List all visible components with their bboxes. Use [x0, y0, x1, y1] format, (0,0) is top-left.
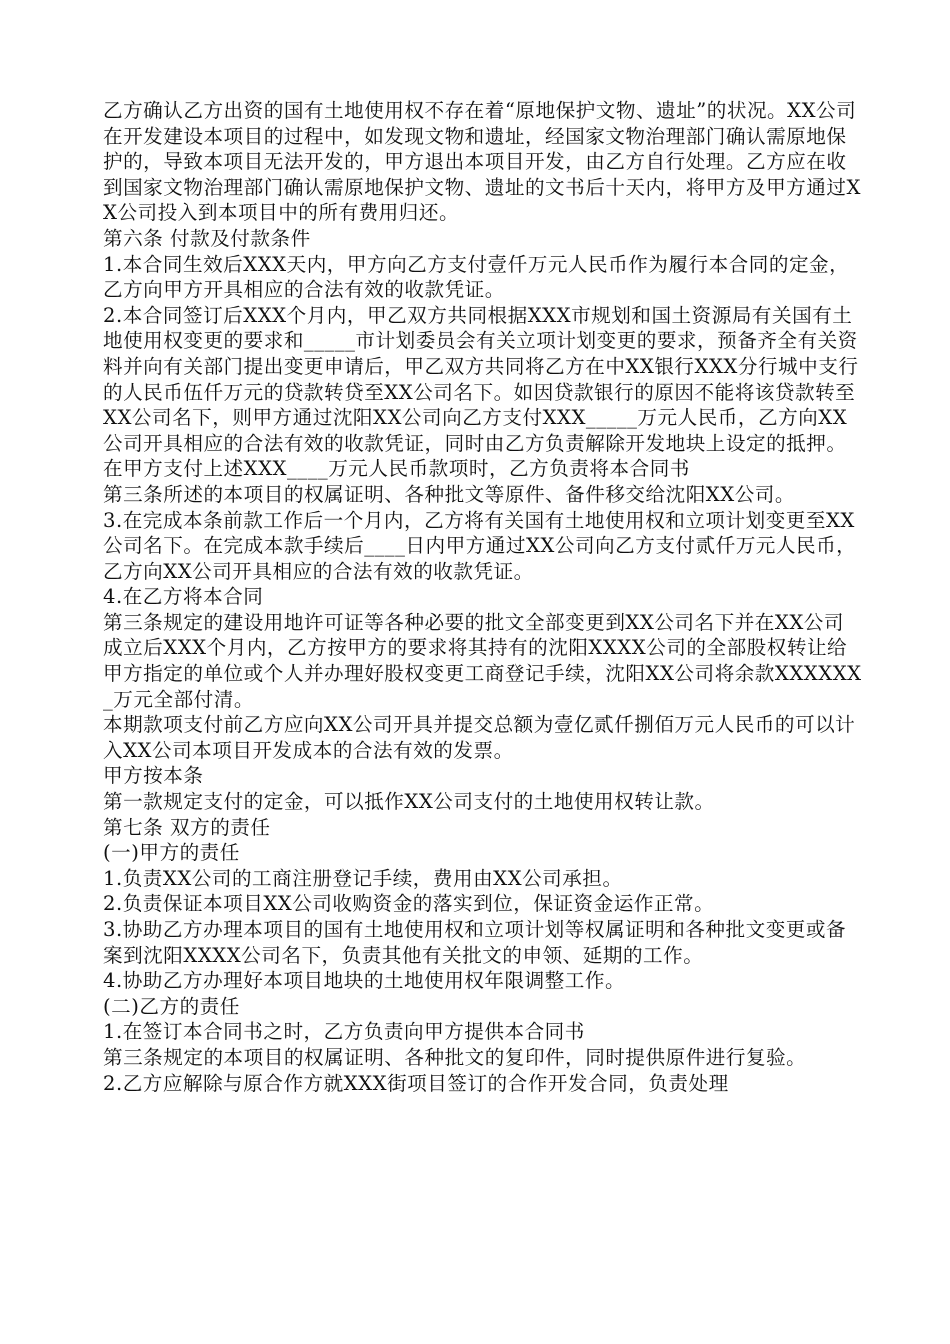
- paragraph-7: 3.在完成本条前款工作后一个月内，乙方将有关国有土地使用权和立项计划变更至XX公司名下。在完成本款手续后____日内甲方通过XX公司向乙方支付贰仟万元人民币，乙方向XX公司开具相应的合法有效的收款凭证。: [103, 508, 857, 583]
- paragraph-6: 第三条所述的本项目的权属证明、各种批文等原件、备件移交给沈阳XX公司。: [103, 482, 795, 506]
- paragraph-16: 2.负责保证本项目XX公司收购资金的落实到位，保证资金运作正常。: [103, 892, 715, 916]
- paragraph-8: 4.在乙方将本合同: [103, 585, 264, 609]
- paragraph-9: 第三条规定的建设用地许可证等各种必要的批文全部变更到XX公司名下并在XX公司成立后XXX个月内，乙方按甲方的要求将其持有的沈阳XXXX公司的全部股权转让给甲方指定的单位或个人并办理好股权变更工商登记手续，沈阳XX公司将余款XXXXXX_万元全部付清。: [103, 610, 862, 711]
- party-b-heading: (二)乙方的责任: [103, 994, 240, 1018]
- paragraph-17: 3.协助乙方办理本项目的国有土地使用权和立项计划等权属证明和各种批文变更或备案到沈阳XXXX公司名下，负责其他有关批文的申领、延期的工作。: [103, 918, 847, 967]
- paragraph-18: 4.协助乙方办理好本项目地块的土地使用权年限调整工作。: [103, 969, 626, 993]
- paragraph-1: 乙方确认乙方出资的国有土地使用权不存在着“原地保护文物、遗址”的状况。XX公司在开发建设本项目的过程中，如发现文物和遗址，经国家文物治理部门确认需原地保护的，导致本项目无法开发的，甲方退出本项目开发，由乙方自行处理。乙方应在收到国家文物治理部门确认需原地保护文物、遗址的文书后十天内，将甲方及甲方通过XX公司投入到本项目中的所有费用归还。: [103, 99, 861, 225]
- paragraph-15: 1.负责XX公司的工商注册登记手续，费用由XX公司承担。: [103, 866, 623, 890]
- article-6-heading: 第六条 付款及付款条件: [103, 226, 311, 250]
- paragraph-21: 第三条规定的本项目的权属证明、各种批文的复印件，同时提供原件进行复验。: [103, 1045, 807, 1069]
- paragraph-11: 甲方按本条: [103, 764, 204, 788]
- paragraph-10: 本期款项支付前乙方应向XX公司开具并提交总额为壹亿贰仟捌佰万元人民币的可以计入XX公司本项目开发成本的合法有效的发票。: [103, 713, 856, 762]
- article-7-heading: 第七条 双方的责任: [103, 815, 271, 839]
- paragraph-12: 第一款规定支付的定金，可以抵作XX公司支付的土地使用权转让款。: [103, 790, 715, 814]
- paragraph-20: 1.在签订本合同书之时，乙方负责向甲方提供本合同书: [103, 1020, 585, 1044]
- paragraph-22: 2.乙方应解除与原合作方就XXX街项目签订的合作开发合同，负责处理: [103, 1071, 729, 1095]
- party-a-heading: (一)甲方的责任: [103, 841, 240, 865]
- paragraph-4: 2.本合同签订后XXX个月内，甲乙双方共同根据XXX市规划和国土资源局有关国有土地使用权变更的要求和_____市计划委员会有关立项计划变更的要求，预备齐全有关资料并向有关部门提出变更申请后，甲乙双方共同将乙方在中XX银行XXX分行城中支行的人民币伍仟万元的贷款转贷至XX公司名下。如因贷款银行的原因不能将该贷款转至XX公司名下，则甲方通过沈阳XX公司向乙方支付XXX_____万元人民币，乙方向XX公司开具相应的合法有效的收款凭证，同时由乙方负责解除开发地块上设定的抵押。: [103, 303, 859, 455]
- paragraph-5: 在甲方支付上述XXX____万元人民币款项时，乙方负责将本合同书: [103, 457, 690, 481]
- document-body: [103, 98, 863, 1096]
- paragraph-3: 1.本合同生效后XXX天内，甲方向乙方支付壹仟万元人民币作为履行本合同的定金，乙方向甲方开具相应的合法有效的收款凭证。: [103, 252, 850, 302]
